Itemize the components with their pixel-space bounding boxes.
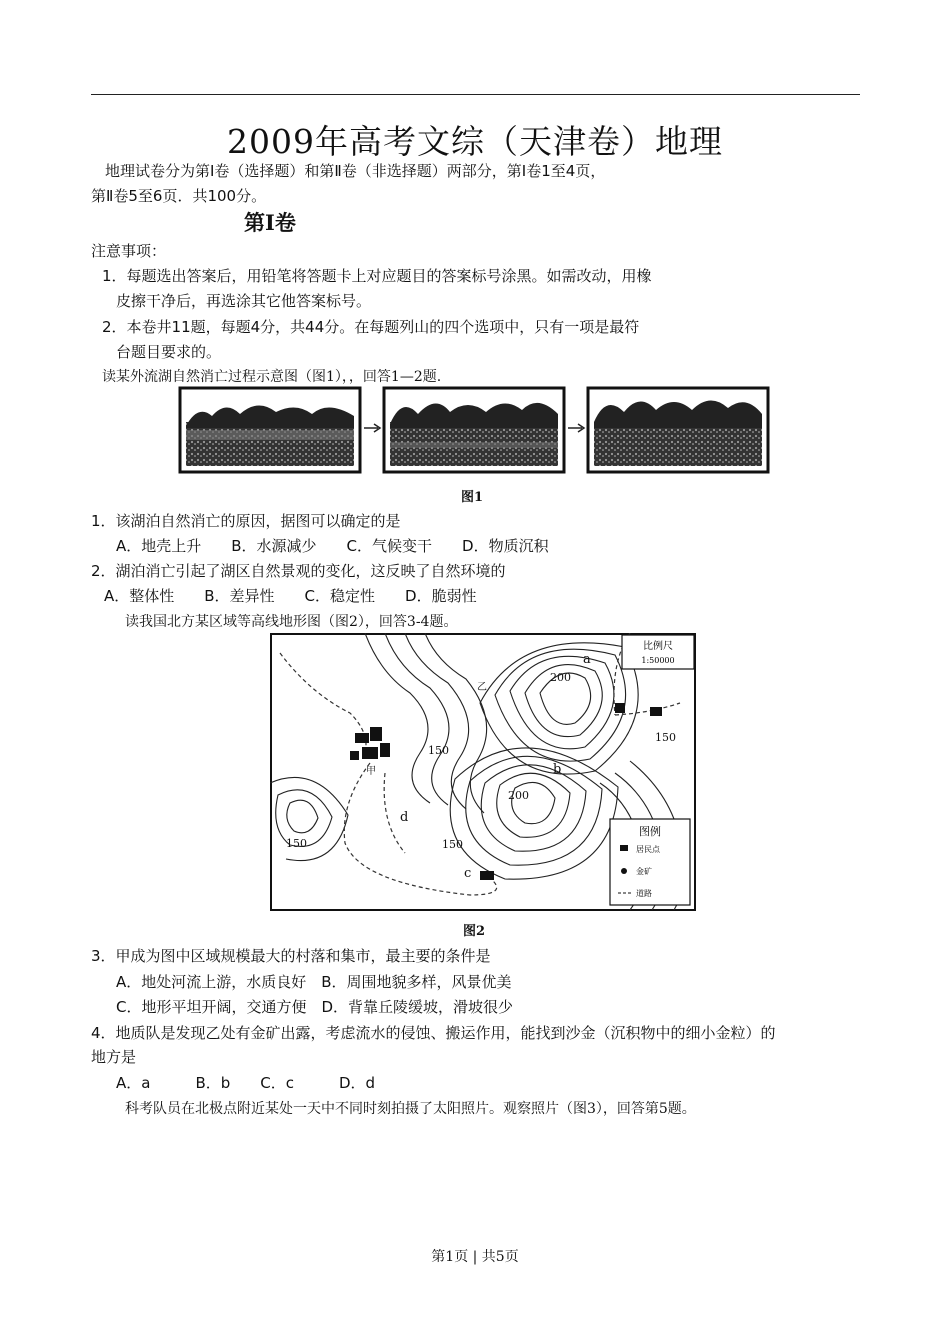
contour-label: 150 bbox=[428, 744, 449, 757]
legend-item: 居民点 bbox=[636, 845, 660, 854]
fig3-intro: 科考队员在北极点附近某处一天中不同时刻拍摄了太阳照片。观察照片（图3），回答第5题。 bbox=[125, 1101, 696, 1117]
fig1-intro: 读某外流湖自然消亡过程示意图（图1），，回答1—2题. bbox=[102, 369, 442, 385]
q2-options: A．整体性 B．差异性 C．稳定性 D．脆弱性 bbox=[104, 587, 477, 605]
page-footer: 第1页 | 共5页 bbox=[431, 1249, 519, 1265]
place-label-d: d bbox=[400, 810, 409, 825]
q4-stem-line-1: 4．地质队是发现乙处有金矿出露，考虑流水的侵蚀、搬运作用，能找到沙金（沉积物中的细小金粒）的 bbox=[91, 1024, 776, 1042]
part-title: 第Ⅰ卷 bbox=[244, 210, 296, 235]
notice-line: 台题目要求的。 bbox=[116, 343, 222, 361]
q1-options: A．地壳上升 B．水源减少 C．气候变干 D．物质沉积 bbox=[116, 537, 549, 555]
place-label-a: a bbox=[583, 652, 591, 667]
place-label-yi: 乙 bbox=[477, 682, 487, 693]
contour-label: 150 bbox=[442, 838, 463, 851]
q2-stem: 2．湖泊消亡引起了湖区自然景观的变化，这反映了自然环境的 bbox=[91, 562, 506, 580]
contour-label: 200 bbox=[508, 789, 529, 802]
intro-line-1: 地理试卷分为第Ⅰ卷（选择题）和第Ⅱ卷（非选择题）两部分，第Ⅰ卷1至4页， bbox=[105, 162, 606, 180]
arrow-1 bbox=[364, 424, 380, 432]
fig1-caption: 图1 bbox=[461, 490, 484, 505]
q1-stem: 1．该湖泊自然消亡的原因，据图可以确定的是 bbox=[91, 512, 401, 530]
contour-label: 150 bbox=[286, 837, 307, 850]
panel-2 bbox=[384, 388, 564, 472]
contour-label: 150 bbox=[655, 731, 676, 744]
q3-stem: 3．甲成为图中区域规模最大的村落和集市，最主要的条件是 bbox=[91, 947, 491, 965]
legend-item: 道路 bbox=[636, 889, 652, 898]
place-label-c: c bbox=[464, 866, 472, 881]
place-label-jia: 甲 bbox=[366, 766, 376, 777]
notice-line: 2．本卷井11题，每题4分，共44分。在每题列山的四个选项中，只有一项是最符 bbox=[102, 318, 640, 336]
place-label-b: b bbox=[553, 762, 562, 777]
figure-1-lake-panels bbox=[178, 386, 770, 476]
panel-1 bbox=[180, 388, 360, 472]
q4-stem-line-2: 地方是 bbox=[91, 1048, 137, 1066]
notice-line: 皮擦干净后，再选涂其它他答案标号。 bbox=[116, 292, 372, 310]
settlement-south bbox=[480, 871, 494, 880]
fig2-caption: 图2 bbox=[463, 924, 486, 939]
q3-option-line-2: C．地形平坦开阔，交通方便 D．背靠丘陵缓坡，滑坡很少 bbox=[116, 998, 514, 1016]
arrow-2 bbox=[568, 424, 584, 432]
q4-options: A．a B．b C．c D．d bbox=[116, 1074, 376, 1092]
notice-heading: 注意事项： bbox=[91, 242, 167, 260]
contour-label: 200 bbox=[550, 671, 571, 684]
legend-item: 金矿 bbox=[636, 867, 652, 876]
q3-option-line-1: A．地处河流上游，水质良好 B．周围地貌多样，风景优美 bbox=[116, 973, 512, 991]
top-rule bbox=[91, 94, 860, 95]
notice-line: 1．每题选出答案后，用铅笔将答题卡上对应题目的答案标号涂黑。如需改动，用橡 bbox=[102, 267, 652, 285]
figure-2-contour-map bbox=[270, 633, 696, 911]
page-title: 2009年高考文综（天津卷）地理 bbox=[227, 122, 723, 161]
scale-value: 1:50000 bbox=[641, 656, 675, 665]
panel-3 bbox=[588, 388, 768, 472]
scale-title: 比例尺 bbox=[643, 641, 673, 652]
legend-title: 图例 bbox=[639, 825, 661, 838]
intro-line-2: 第Ⅱ卷5至6页．共100分。 bbox=[91, 187, 267, 205]
fig2-intro: 读我国北方某区域等高线地形图（图2），回答3-4题。 bbox=[125, 614, 458, 630]
